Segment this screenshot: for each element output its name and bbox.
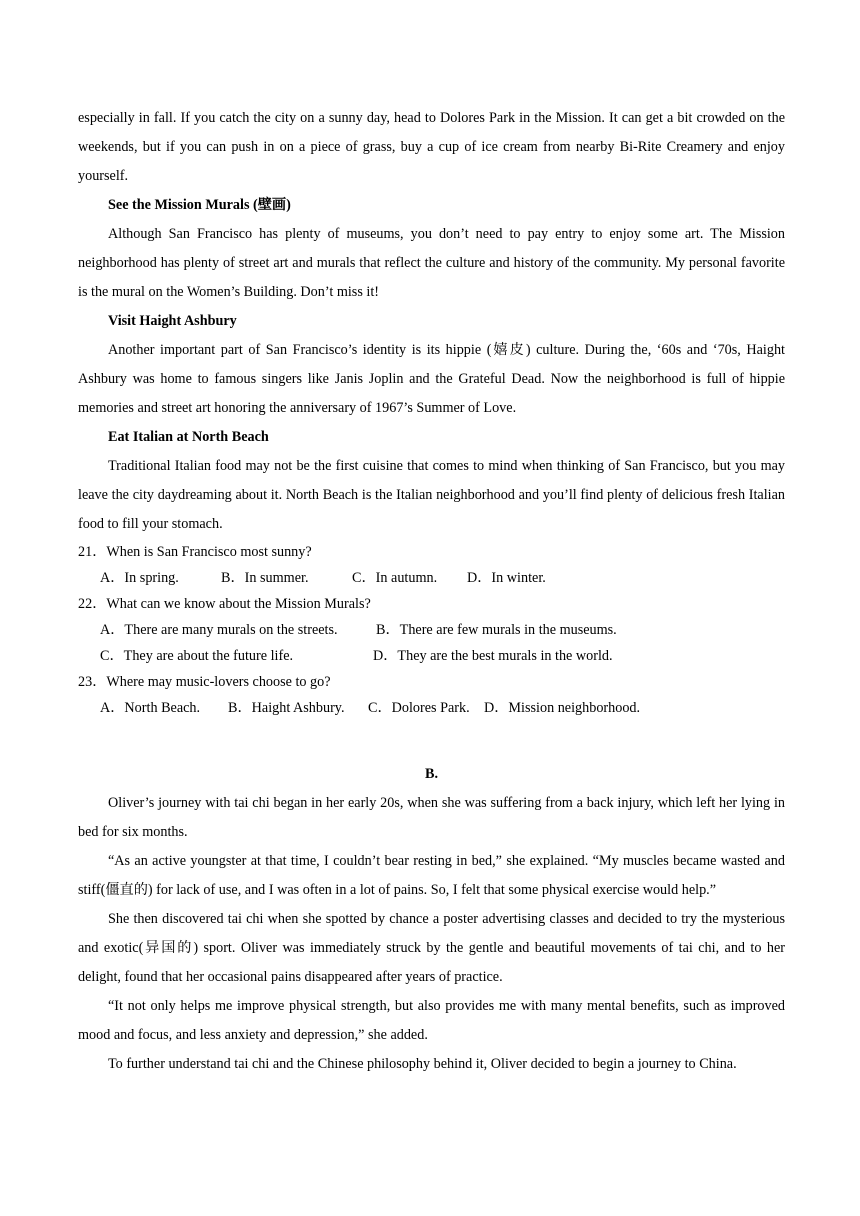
option-21-a: A．In spring. xyxy=(100,570,179,586)
question-21 xyxy=(78,539,785,591)
option-23-c: C．Dolores Park. xyxy=(368,700,470,716)
document-page xyxy=(78,104,785,1079)
question-22-options-row1 xyxy=(78,617,785,643)
option-22-a: A．There are many murals on the streets. xyxy=(100,622,338,638)
paragraph-mission-murals: Although San Francisco has plenty of museums, you don’t need to pay entry to enjoy some art. The Mission neighborhood has plenty of street art and murals that reflect the culture and history of the community. My personal favorite is the mural on the Women’s Building. Don’t miss it! xyxy=(78,226,785,300)
paragraph-haight-ashbury: Another important part of San Francisco’s identity is its hippie (嬉皮) culture. During the, ‘60s and ‘70s, Haight Ashbury was home to famous singers like Janis Joplin and the Grateful Dead. Now the neighborhood is full of hippie memories and street art honoring the anniversary of 1967’s Summer of Love. xyxy=(78,342,785,416)
question-22 xyxy=(78,591,785,669)
paragraph-b-5: To further understand tai chi and the Chinese philosophy behind it, Oliver decided to begin a journey to China. xyxy=(108,1056,737,1072)
question-23-options xyxy=(78,695,785,721)
option-23-a: A．North Beach. xyxy=(100,700,201,716)
heading-mission-murals: See the Mission Murals (壁画) xyxy=(108,197,291,213)
paragraph-b-3: She then discovered tai chi when she spotted by chance a poster advertising classes and decided to try the mysterious and exotic(异国的) sport. Oliver was immediately struck by the gentle and beautiful movements of tai chi, and to her delight, found that her occasional pains disappeared after years of practice. xyxy=(78,911,785,985)
question-22-options-row2 xyxy=(78,643,785,669)
question-22-stem: 22．What can we know about the Mission Murals? xyxy=(78,596,371,612)
option-21-c: C．In autumn. xyxy=(352,570,438,586)
paragraph-b-1: Oliver’s journey with tai chi began in her early 20s, when she was suffering from a back injury, which left her lying in bed for six months. xyxy=(78,795,785,840)
paragraph-b-2: “As an active youngster at that time, I couldn’t bear resting in bed,” she explained. “My muscles became wasted and stiff(僵直的) for lack of use, and I was often in a lot of pains. So, I felt that some physical exercise would help.” xyxy=(78,853,785,898)
paragraph-b-4: “It not only helps me improve physical strength, but also provides me with many mental benefits, such as improved mood and focus, and less anxiety and depression,” she added. xyxy=(78,998,785,1043)
question-21-stem: 21．When is San Francisco most sunny? xyxy=(78,544,312,560)
option-22-c: C．They are about the future life. xyxy=(100,648,294,664)
question-23 xyxy=(78,669,785,721)
paragraph-dolores-park: especially in fall. If you catch the city on a sunny day, head to Dolores Park in the Mission. It can get a bit crowded on the weekends, but if you can push in on a piece of grass, buy a cup of ice cream from nearby Bi-Rite Creamery and enjoy yourself. xyxy=(78,110,785,184)
option-23-d: D．Mission neighborhood. xyxy=(484,700,641,716)
section-b-title: B. xyxy=(424,766,438,782)
option-22-d: D．They are the best murals in the world. xyxy=(373,648,613,664)
question-21-options xyxy=(78,565,785,591)
option-21-b: B．In summer. xyxy=(221,570,309,586)
option-23-b: B．Haight Ashbury. xyxy=(228,700,345,716)
heading-north-beach: Eat Italian at North Beach xyxy=(108,429,269,445)
question-23-stem: 23．Where may music-lovers choose to go? xyxy=(78,674,331,690)
option-21-d: D．In winter. xyxy=(467,570,546,586)
heading-haight-ashbury: Visit Haight Ashbury xyxy=(108,313,237,329)
paragraph-north-beach: Traditional Italian food may not be the first cuisine that comes to mind when thinking of San Francisco, but you may leave the city daydreaming about it. North Beach is the Italian neighborhood and you’ll find plenty of delicious fresh Italian food to fill your stomach. xyxy=(78,458,785,532)
option-22-b: B．There are few murals in the museums. xyxy=(376,622,617,638)
